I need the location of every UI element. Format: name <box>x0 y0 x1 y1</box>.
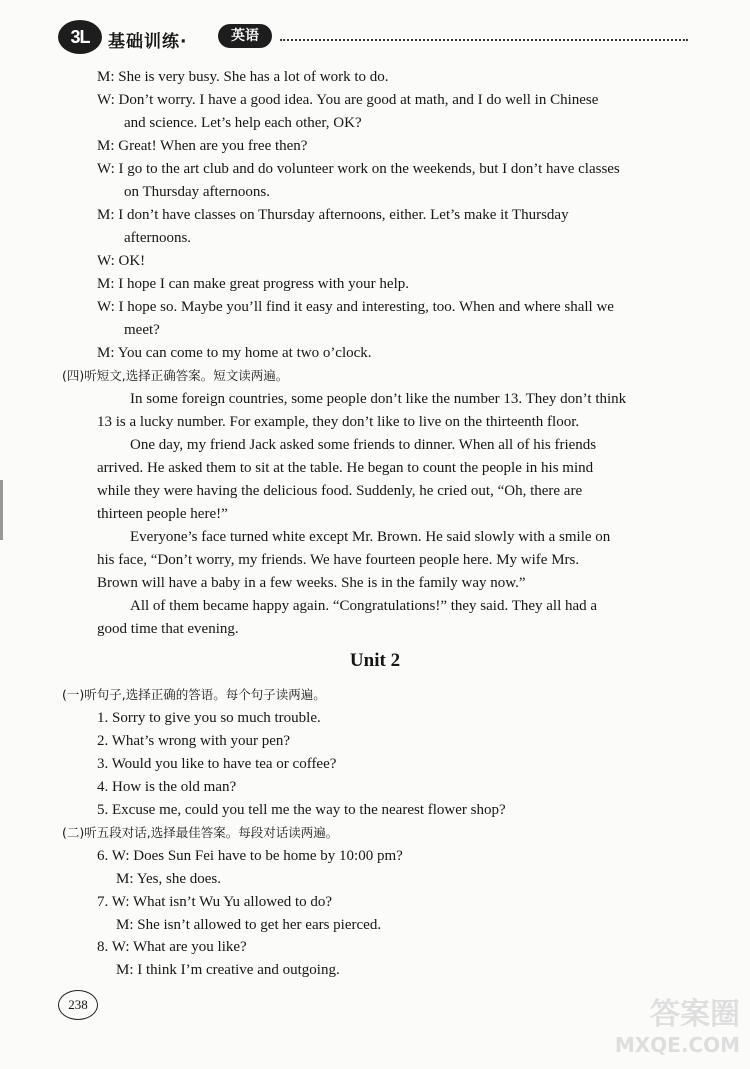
text-line: meet? <box>124 322 160 338</box>
watermark-line-2: MXQE.COM <box>614 1033 740 1057</box>
section-heading: (四)听短文,选择正确答案。短文读两遍。 <box>62 368 289 383</box>
watermark-line-1: 答案圈 <box>650 997 740 1032</box>
text-line: M: She isn’t allowed to get her ears pierced. <box>116 917 382 933</box>
text-line: 8. W: What are you like? <box>97 939 247 955</box>
watermark <box>600 997 740 1060</box>
text-line: M: Great! When are you free then? <box>97 138 308 154</box>
subject-badge: 英语 <box>218 24 272 48</box>
text-line: on Thursday afternoons. <box>124 184 270 200</box>
text-line: All of them became happy again. “Congratulations!” they said. They all had a <box>130 598 598 614</box>
page-header <box>58 20 688 54</box>
text-line: 4. How is the old man? <box>97 779 237 795</box>
text-line: W: I hope so. Maybe you’ll find it easy and interesting, too. When and where shall we <box>97 299 614 315</box>
text-line: M: I hope I can make great progress with your help. <box>97 276 409 292</box>
section-heading: (二)听五段对话,选择最佳答案。每段对话读两遍。 <box>62 825 339 840</box>
text-line: 6. W: Does Sun Fei have to be home by 10:00 pm? <box>97 848 403 864</box>
page-number: 238 <box>58 990 98 1020</box>
text-line: his face, “Don’t worry, my friends. We have fourteen people here. My wife Mrs. <box>97 552 580 568</box>
text-line: afternoons. <box>124 230 192 246</box>
unit-heading: Unit 2 <box>349 650 401 671</box>
text-line: M: I think I’m creative and outgoing. <box>116 962 340 978</box>
text-line: Everyone’s face turned white except Mr. Brown. He said slowly with a smile on <box>130 529 611 545</box>
text-line: while they were having the delicious food. Suddenly, he cried out, “Oh, there are <box>97 483 583 499</box>
text-line: M: She is very busy. She has a lot of work to do. <box>97 69 389 85</box>
text-line: thirteen people here!” <box>97 506 228 522</box>
text-line: One day, my friend Jack asked some friends to dinner. When all of his friends <box>130 437 597 453</box>
text-line: M: I don’t have classes on Thursday afternoons, either. Let’s make it Thursday <box>97 207 569 223</box>
series-logo: 3L <box>58 20 102 54</box>
text-line: good time that evening. <box>97 621 239 637</box>
text-line: In some foreign countries, some people don’t like the number 13. They don’t think <box>130 391 627 407</box>
binding-mark <box>0 480 3 540</box>
text-line: and science. Let’s help each other, OK? <box>124 115 362 131</box>
text-line: 2. What’s wrong with your pen? <box>97 733 291 749</box>
text-line: M: You can come to my home at two o’clock. <box>97 345 372 361</box>
text-line: 7. W: What isn’t Wu Yu allowed to do? <box>97 894 333 910</box>
text-line: 1. Sorry to give you so much trouble. <box>97 710 321 726</box>
text-line: 5. Excuse me, could you tell me the way to the nearest flower shop? <box>97 802 506 818</box>
text-line: M: Yes, she does. <box>116 871 222 887</box>
text-line: W: I go to the art club and do volunteer work on the weekends, but I don’t have classes <box>97 161 620 177</box>
text-line: Brown will have a baby in a few weeks. She is in the family way now.” <box>97 575 526 591</box>
book-title: 基础训练· <box>108 32 188 52</box>
text-line: W: Don’t worry. I have a good idea. You are good at math, and I do well in Chinese <box>97 92 599 108</box>
text-line: 13 is a lucky number. For example, they don’t like to live on the thirteenth floor. <box>97 414 580 430</box>
section-heading: (一)听句子,选择正确的答语。每个句子读两遍。 <box>62 687 326 702</box>
header-dotted-rule <box>280 39 688 41</box>
text-line: W: OK! <box>97 253 146 269</box>
text-line: arrived. He asked them to sit at the table. He began to count the people in his mind <box>97 460 594 476</box>
text-line: 3. Would you like to have tea or coffee? <box>97 756 337 772</box>
